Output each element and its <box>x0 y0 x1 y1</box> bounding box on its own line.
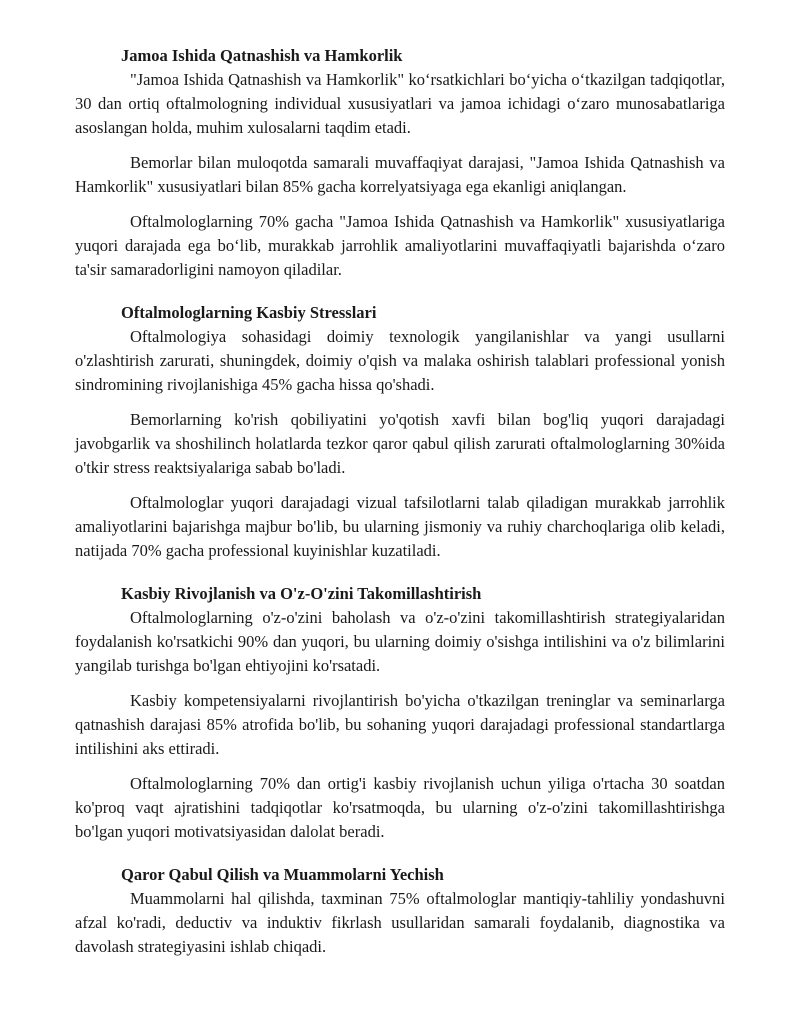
section-heading-development: Kasbiy Rivojlanish va O'z-O'zini Takomillashtirish <box>121 584 482 603</box>
section-heading-decision-making: Qaror Qabul Qilish va Muammolarni Yechish <box>121 865 444 884</box>
paragraph: Oftalmologlarning 70% dan ortig'i kasbiy rivojlanish uchun yiliga o'rtacha 30 soatdan ko'proq vaqt ajratishini tadqiqotlar ko'rsatmoqda, bu ularning o'z-o'zini takomillashtirishga bo'lgan yuqori motivatsiyasidan dalolat beradi. <box>75 774 725 841</box>
paragraph: Oftalmologlarning 70% gacha "Jamoa Ishida Qatnashish va Hamkorlik" xususiyatlariga yuqori darajada ega boʻlib, murakkab jarrohlik amaliyotlarini muvaffaqiyatli bajarishda oʻzaro ta'sir samaradorligini namoyon qiladilar. <box>75 212 725 279</box>
paragraph: Bemorlar bilan muloqotda samarali muvaffaqiyat darajasi, "Jamoa Ishida Qatnashish va Hamkorlik" xususiyatlari bilan 85% gacha korrelyatsiyaga ega ekanligi aniqlangan. <box>75 153 725 196</box>
paragraph: Bemorlarning ko'rish qobiliyatini yo'qotish xavfi bilan bog'liq yuqori darajadagi javobgarlik va shoshilinch holatlarda tezkor qaror qabul qilish zarurati oftalmologlarning 30%ida o'tkir stress reaktsiyalariga sabab bo'ladi. <box>75 410 725 477</box>
paragraph: Oftalmologlarning o'z-o'zini baholash va o'z-o'zini takomillashtirish strategiyalaridan foydalanish ko'rsatkichi 90% dan yuqori, bu ularning doimiy o'sishga intilishini va o'z bilimlarini yangilab turishga bo'lgan ehtiyojini ko'rsatadi. <box>75 608 725 675</box>
paragraph: Oftalmologiya sohasidagi doimiy texnologik yangilanishlar va yangi usullarni o'zlashtirish zarurati, shuningdek, doimiy o'qish va malaka oshirish talablari professional yonish sindromining rivojlanishiga 45% gacha hissa qo'shadi. <box>75 327 725 394</box>
paragraph: Kasbiy kompetensiyalarni rivojlantirish bo'yicha o'tkazilgan treninglar va seminarlarga qatnashish darajasi 85% atrofida bo'lib, bu sohaning yuqori darajadagi professional standartlarga intilishini aks ettiradi. <box>75 691 725 758</box>
paragraph: Oftalmologlar yuqori darajadagi vizual tafsilotlarni talab qiladigan murakkab jarrohlik amaliyotlarini bajarishga majbur bo'lib, bu ularning jismoniy va ruhiy charchoqlariga olib keladi, natijada 70% gacha professional kuyinishlar kuzatiladi. <box>75 493 725 560</box>
paragraph: "Jamoa Ishida Qatnashish va Hamkorlik" koʻrsatkichlari boʻyicha oʻtkazilgan tadqiqotlar, 30 dan ortiq oftalmologning individual xususiyatlari va jamoa ichidagi oʻzaro munosabatlariga asoslangan holda, muhim xulosalarni taqdim etadi. <box>75 70 725 137</box>
section-heading-teamwork: Jamoa Ishida Qatnashish va Hamkorlik <box>121 46 403 65</box>
section-heading-stress: Oftalmologlarning Kasbiy Stresslari <box>121 303 377 322</box>
document-page <box>75 44 725 959</box>
paragraph: Muammolarni hal qilishda, taxminan 75% oftalmologlar mantiqiy-tahliliy yondashuvni afzal ko'radi, deductiv va induktiv fikrlash usullaridan samarali foydalanib, diagnostika va davolash strategiyasini ishlab chiqadi. <box>75 889 725 956</box>
